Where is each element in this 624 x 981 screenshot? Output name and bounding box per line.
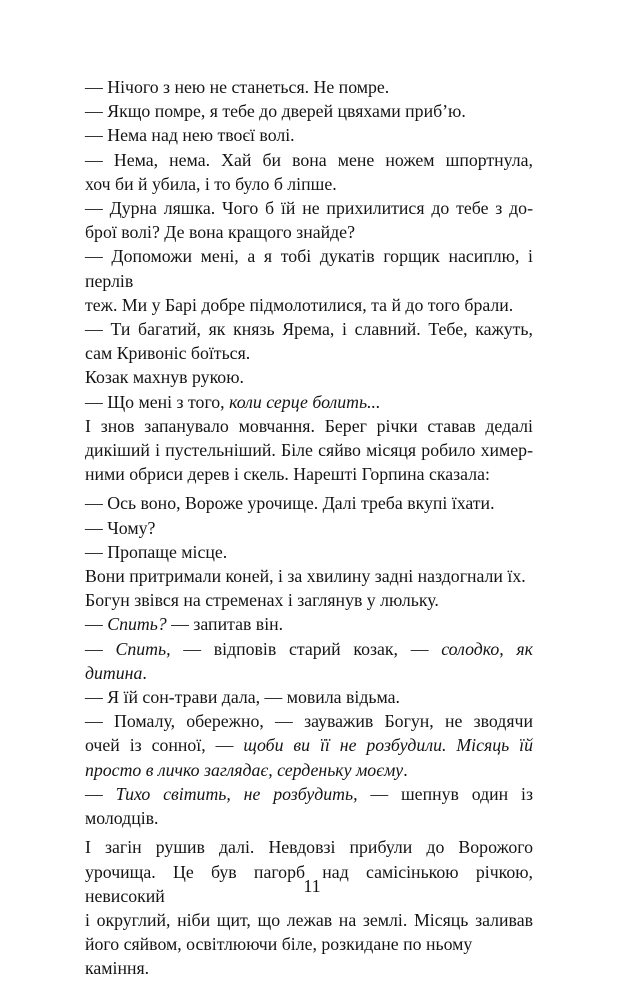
text-run: теж. Ми у Барі добре підмолотилися, та й до того брали. <box>85 294 514 315</box>
text-line <box>85 782 533 806</box>
text-run: молодців. <box>85 808 159 829</box>
text-run: — Якщо помре, я тебе до дверей цвяхами приб’ю. <box>85 101 466 122</box>
text-run: — Чому? <box>85 517 156 538</box>
text-line <box>85 293 533 317</box>
text-run: брої волі? Де вона кращого знайде? <box>85 222 355 243</box>
text-line <box>85 317 533 341</box>
paragraph <box>85 196 533 244</box>
italic-text: Спить? <box>107 614 167 635</box>
text-run: Вони притримали коней, і за хвилину задні наздогнали їх. <box>85 566 526 587</box>
text-line <box>85 148 533 172</box>
text-run: — Я їй сон-трави дала, — мовила відьма. <box>85 687 400 708</box>
paragraph <box>85 516 533 540</box>
text-run: — Допоможи мені, а я тобі дукатів горщик насиплю, і перлів <box>85 246 533 291</box>
text-line <box>85 908 533 932</box>
text-run: — Пропаще місце. <box>85 541 228 562</box>
italic-text: коли серце болить... <box>229 391 381 412</box>
text-run: хоч би й убила, і то було б ліпше. <box>85 173 337 194</box>
italic-text: дитина <box>85 662 143 683</box>
italic-text: Спить, <box>115 638 171 659</box>
text-line <box>85 758 533 782</box>
text-run: І загін рушив далі. Невдовзі прибули до Ворожого <box>85 837 533 858</box>
paragraph <box>85 540 533 564</box>
text-run: — <box>85 638 116 659</box>
paragraph <box>85 123 533 147</box>
text-line <box>85 123 533 147</box>
text-run: — Нема над нею твоєї волі. <box>85 125 295 146</box>
text-line <box>85 414 533 438</box>
text-run: — запитав він. <box>166 614 284 635</box>
italic-text: просто в личко заглядає, серденьку моєму <box>85 759 404 780</box>
text-line <box>85 637 533 661</box>
text-line <box>85 75 533 99</box>
text-run: урочища. Це був пагорб над самісінькою річкою, невисокий <box>85 861 533 906</box>
text-line <box>85 709 533 733</box>
text-line <box>85 516 533 540</box>
text-line <box>85 588 533 612</box>
text-line <box>85 540 533 564</box>
text-run: — Помалу, обережно, — зауважив Богун, не зводячи <box>85 711 533 732</box>
text-run: сам Кривоніс боїться. <box>85 343 251 364</box>
paragraph <box>85 390 533 414</box>
text-run: . <box>403 759 408 780</box>
text-run: — шепнув один із <box>357 783 533 804</box>
text-line <box>85 438 533 462</box>
text-run: і округлий, ніби щит, що лежав на землі. Місяць заливав <box>85 909 533 930</box>
paragraph <box>85 99 533 123</box>
text-line <box>85 733 533 757</box>
paragraph <box>85 782 533 830</box>
text-line <box>85 612 533 636</box>
text-line <box>85 390 533 414</box>
paragraph <box>85 564 533 588</box>
text-run: — Ось воно, Вороже урочище. Далі треба вкупі їхати. <box>85 493 495 514</box>
text-run: — <box>85 783 116 804</box>
text-run: ними обриси дерев і скель. Нарешті Горпина сказала: <box>85 464 490 485</box>
text-run: І знов запанувало мовчання. Берег річки ставав дедалі <box>85 415 533 436</box>
text-run: — Нема, нема. Хай би вона мене ножем шпортнула, <box>85 149 533 170</box>
text-line <box>85 661 533 685</box>
text-run: — <box>85 614 108 635</box>
paragraph <box>85 612 533 636</box>
text-line <box>85 932 533 980</box>
paragraph <box>85 709 533 782</box>
text-run: дикіший і пустельніший. Біле сяйво місяця робило химер- <box>85 440 533 461</box>
text-line <box>85 196 533 220</box>
text-line <box>85 220 533 244</box>
text-run: — відповів старий козак, — <box>170 638 442 659</box>
text-line <box>85 365 533 389</box>
text-line <box>85 244 533 292</box>
text-line <box>85 806 533 830</box>
text-run: — Що мені з того, <box>85 391 230 412</box>
text-line <box>85 172 533 196</box>
text-run: його сяйвом, освітлюючи біле, розкидане по ньому каміння. <box>85 934 473 979</box>
paragraph <box>85 637 533 685</box>
text-run: Козак махнув рукою. <box>85 367 244 388</box>
paragraph <box>85 835 533 980</box>
text-line <box>85 491 533 515</box>
italic-text: солодко, як <box>441 638 533 659</box>
paragraph <box>85 414 533 487</box>
paragraph <box>85 317 533 365</box>
text-line <box>85 99 533 123</box>
paragraph <box>85 244 533 317</box>
paragraph <box>85 148 533 196</box>
text-run: — Дурна ляшка. Чого б їй не прихилитися до тебе з до- <box>85 198 533 219</box>
text-run: . <box>142 662 147 683</box>
text-line <box>85 341 533 365</box>
text-run: — Нічого з нею не станеться. Не помре. <box>85 77 390 97</box>
paragraph <box>85 685 533 709</box>
page-text <box>85 75 533 981</box>
italic-text: щоби ви її не розбудили. Місяць їй <box>243 735 533 756</box>
text-line <box>85 685 533 709</box>
italic-text: Тихо світить, не розбудить, <box>115 783 358 804</box>
paragraph <box>85 588 533 612</box>
paragraph <box>85 365 533 389</box>
text-line <box>85 462 533 486</box>
text-line <box>85 564 533 588</box>
paragraph <box>85 491 533 515</box>
paragraph <box>85 75 533 99</box>
text-line <box>85 835 533 859</box>
text-run: Богун звівся на стременах і заглянув у люльку. <box>85 590 439 611</box>
text-run: очей із сонної, — <box>85 735 244 756</box>
text-run: — Ти багатий, як князь Ярема, і славний. Тебе, кажуть, <box>85 319 533 340</box>
page-number: 11 <box>303 876 321 896</box>
